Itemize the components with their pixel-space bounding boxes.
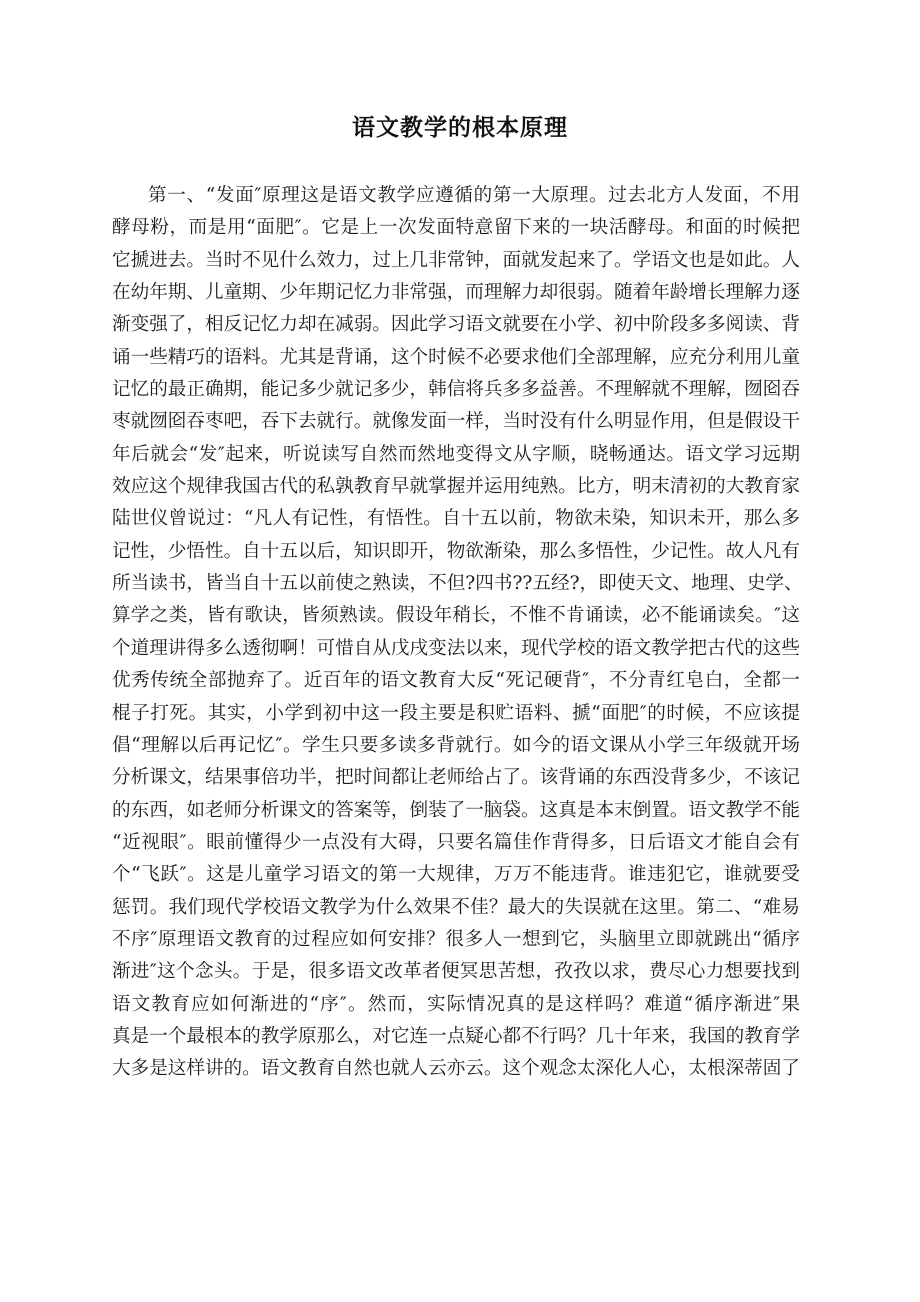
text-line: 记性，少悟性。自十五以后，知识即开，物欲渐染，那么多悟性，少记性。故人凡有 <box>112 540 800 562</box>
text-line: 真是一个最根本的教学原那么，对它连一点疑心都不行吗？几十年来，我国的教育学 <box>112 1025 800 1047</box>
text-line: 第一、“发面″原理这是语文教学应遵循的第一大原理。过去北方人发面，不用 <box>148 185 800 206</box>
text-line: 惩罚。我们现代学校语文教学为什么效果不佳？最大的失误就在这里。第二、“难易 <box>112 896 800 918</box>
text-line: 它搋进去。当时不见什么效力，过上几非常钟，面就发起来了。学语文也是如此。人 <box>112 249 800 271</box>
text-line: 个“飞跃″。这是儿童学习语文的第一大规律，万万不能违背。谁违犯它，谁就要受 <box>112 864 800 886</box>
text-line: 所当读书，皆当自十五以前使之熟读，不但?四书??五经?，即使天文、地理、史学、 <box>112 573 803 595</box>
text-line: 枣就囫囵吞枣吧，吞下去就行。就像发面一样，当时没有什么明显作用，但是假设干 <box>112 411 800 433</box>
text-line: 渐变强了，相反记忆力却在减弱。因此学习语文就要在小学、初中阶段多多阅读、背 <box>112 314 800 336</box>
text-line: 个道理讲得多么透彻啊！可惜自从戊戌变法以来，现代学校的语文教学把古代的这些 <box>112 637 800 659</box>
text-line: 渐进″这个念头。于是，很多语文改革者便冥思苦想，孜孜以求，费尽心力想要找到 <box>112 961 800 983</box>
text-line: 陆世仪曾说过：“凡人有记性，有悟性。自十五以前，物欲未染，知识未开，那么多 <box>112 508 800 530</box>
document-title: 语文教学的根本原理 <box>352 115 568 141</box>
text-line: 的东西，如老师分析课文的答案等，倒装了一脑袋。这真是本末倒置。语文教学不能 <box>112 799 800 821</box>
text-line: 酵母粉，而是用“面肥″。它是上一次发面特意留下来的一块活酵母。和面的时候把 <box>112 217 800 239</box>
text-line: 分析课文，结果事倍功半，把时间都让老师给占了。该背诵的东西没背多少，不该记 <box>112 767 800 789</box>
text-line: 倡“理解以后再记忆″。学生只要多读多背就行。如今的语文课从小学三年级就开场 <box>112 734 800 756</box>
text-line: 大多是这样讲的。语文教育自然也就人云亦云。这个观念太深化人心，太根深蒂固了 <box>112 1058 800 1080</box>
text-line: 优秀传统全部抛弃了。近百年的语文教育大反“死记硬背″，不分青红皂白，全都一 <box>112 670 800 692</box>
text-line: 棍子打死。其实，小学到初中这一段主要是积贮语料、搋“面肥″的时候，不应该提 <box>112 702 800 724</box>
document-body <box>112 180 803 1086</box>
text-line: 不序″原理语文教育的过程应如何安排？很多人一想到它，头脑里立即就跳出“循序 <box>112 928 800 950</box>
text-line: “近视眼″。眼前懂得少一点没有大碍，只要名篇佳作背得多，日后语文才能自会有 <box>112 831 800 853</box>
text-line: 记忆的最正确期，能记多少就记多少，韩信将兵多多益善。不理解就不理解，囫囵吞 <box>112 379 800 401</box>
text-line: 算学之类，皆有歌诀，皆须熟读。假设年稍长，不惟不肯诵读，必不能诵读矣。″这 <box>112 605 800 627</box>
text-line: 诵一些精巧的语料。尤其是背诵，这个时候不必要求他们全部理解，应充分利用儿童 <box>112 346 800 368</box>
text-line: 语文教育应如何渐进的“序″。然而，实际情况真的是这样吗？难道“循序渐进″果 <box>112 993 800 1015</box>
text-line: 在幼年期、儿童期、少年期记忆力非常强，而理解力却很弱。随着年龄增长理解力逐 <box>112 282 800 304</box>
text-line: 效应这个规律我国古代的私孰教育早就掌握并运用纯熟。比方，明末清初的大教育家 <box>112 476 800 498</box>
text-line: 年后就会“发″起来，听说读写自然而然地变得文从字顺，晓畅通达。语文学习远期 <box>112 443 800 465</box>
